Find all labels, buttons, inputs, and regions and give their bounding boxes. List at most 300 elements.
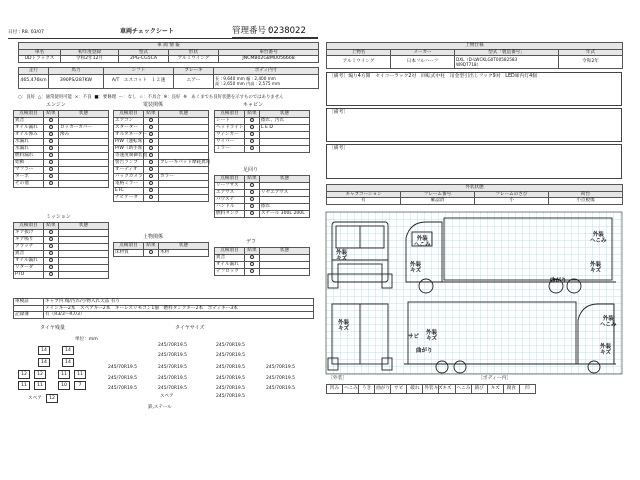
check-state — [159, 166, 209, 173]
eq-maker: 日本フルハーフ — [391, 56, 455, 69]
check-row — [14, 271, 109, 278]
check-item: 水漏れ — [14, 145, 44, 152]
result-circle-icon — [49, 251, 54, 256]
check-item: ギア鳴り — [14, 236, 44, 243]
eq-serial-2: W9DT718） — [456, 62, 481, 67]
tire-size-spare-label: スペア — [160, 394, 174, 399]
damage-rear-c: 外装 キズ — [338, 320, 350, 332]
check-result — [44, 117, 59, 124]
check-result — [44, 173, 59, 180]
check-item: 始動 — [14, 159, 44, 166]
check-result — [44, 180, 59, 187]
check-item: ミラー — [215, 145, 245, 152]
engine-h-result: 結果 — [44, 111, 59, 118]
tire-size-r5c: 245/70R19.5 — [216, 386, 245, 391]
tire-size-r5d: 245/70R19.5 — [266, 386, 295, 391]
result-circle-icon — [49, 132, 54, 137]
tire-size-r3b: 245/70R19.5 — [158, 365, 187, 370]
check-item: バックカメラ — [115, 174, 143, 180]
check-row — [114, 159, 209, 166]
def-table — [214, 247, 310, 276]
check-row — [114, 173, 209, 180]
check-item: ウィンカー — [215, 131, 245, 138]
top-spec-h-state: 状態 — [159, 243, 209, 250]
check-result — [144, 166, 159, 173]
result-circle-icon — [250, 146, 255, 151]
vi-h-body: ボディ内寸 — [214, 68, 319, 75]
check-item: 異音 — [14, 250, 44, 257]
result-circle-icon — [250, 125, 255, 130]
vi-dim-width: 幅 : 2,400 — [246, 76, 267, 81]
check-item: ワイパー — [215, 138, 245, 145]
legend-item-8: へこみ — [455, 385, 471, 394]
check-state: 擦れ、汚れ — [260, 117, 310, 124]
check-result — [44, 271, 59, 278]
result-circle-icon — [149, 118, 154, 123]
check-item: 床材質 — [114, 249, 144, 256]
check-item: ハンドル — [215, 203, 245, 210]
result-circle-icon — [250, 183, 255, 188]
cabin-h-item: 点検項目 — [215, 111, 245, 118]
check-row — [215, 145, 310, 152]
result-circle-icon — [49, 139, 54, 144]
vi-mileage: 465,476km — [19, 74, 49, 88]
tire-size-r1a: 245/70R19.5 — [158, 343, 187, 348]
tire-size-r4c: 245/70R19.5 — [216, 376, 245, 381]
check-item: ナビゲータ — [114, 194, 144, 201]
check-state — [59, 152, 109, 159]
check-result — [44, 236, 59, 243]
ext-bed: 小点板傷 — [549, 198, 623, 205]
legend-item-11: 腐食 — [503, 385, 519, 394]
check-item: エアコン — [114, 117, 144, 124]
tire-front-right-outer: 14 — [62, 346, 74, 355]
vi-chassis: JNCMB02G8MU056668 — [219, 56, 319, 63]
check-item: ターボ — [14, 173, 44, 180]
check-state — [159, 187, 209, 194]
check-item: 等速度制御装置 — [115, 153, 148, 159]
result-circle-icon — [49, 153, 54, 158]
engine-h-item: 点検項目 — [14, 111, 44, 118]
vi-h-shape: 形状 — [169, 49, 219, 56]
check-state — [260, 182, 310, 189]
check-state — [159, 138, 209, 145]
tire-size-r4a: 245/70R19.5 — [108, 376, 137, 381]
ext-h-rust: フレームのさび — [475, 191, 549, 198]
result-circle-icon — [149, 153, 154, 158]
check-state — [59, 250, 109, 257]
result-circle-icon — [49, 181, 54, 186]
legend-item-2: うき — [359, 385, 375, 394]
check-state — [59, 257, 109, 264]
check-item: オルタネーター — [115, 131, 147, 137]
electrical-table — [113, 110, 209, 202]
result-circle-icon — [250, 197, 255, 202]
legend-fault: ☆：不具合 — [139, 95, 161, 100]
legend-none: ー：なし — [118, 95, 137, 100]
vi-h-mileage: 走行 — [19, 68, 49, 75]
eq-name: アルミウイング — [327, 56, 391, 69]
check-row — [14, 243, 109, 250]
check-result — [245, 189, 260, 196]
equipment-title: 上物仕様 — [327, 43, 623, 50]
damage-rear-b: 外装 キズ — [590, 262, 602, 274]
check-state: L E D — [260, 124, 310, 131]
tire-size-r2a: 245/70R19.5 — [158, 353, 187, 358]
legend-item-10: キズ — [487, 385, 503, 394]
tire-unit: 単位：mm — [75, 337, 98, 342]
check-row — [215, 117, 310, 124]
undercarriage-title: 足回り — [243, 167, 259, 173]
result-circle-icon — [149, 139, 154, 144]
legend-disclaimer: ※ あくまでも良好状態を示すものではありません — [183, 95, 284, 100]
check-state — [260, 131, 310, 138]
check-result — [245, 117, 260, 124]
mission-h-state: 状態 — [59, 223, 109, 230]
result-circle-icon — [49, 244, 54, 249]
check-state — [159, 117, 209, 124]
check-row — [215, 196, 310, 203]
check-result — [245, 145, 260, 152]
check-row — [14, 138, 109, 145]
legend-repair: ■：要修理 — [94, 95, 117, 100]
check-item: スターター — [114, 124, 144, 131]
check-row — [14, 236, 109, 243]
vi-dim-length-unit: mm — [236, 76, 245, 81]
vi-brake: エアー — [174, 74, 214, 88]
result-circle-icon — [49, 146, 54, 151]
result-circle-icon — [49, 160, 54, 165]
vi-shift: A/T エスコット １２速 — [104, 74, 174, 88]
mission-h-result: 結果 — [44, 223, 59, 230]
check-state: リヤエアサス — [260, 189, 310, 196]
tire-rear1-c: 11 — [58, 370, 70, 379]
check-state — [260, 145, 310, 152]
check-result — [44, 145, 59, 152]
check-item: オーディオ — [114, 166, 144, 173]
tire-front-left-inner: 14 — [38, 358, 50, 367]
result-circle-icon — [250, 190, 255, 195]
tire-rear1-d: 11 — [74, 370, 86, 379]
check-state: 擦れ — [260, 203, 310, 210]
result-circle-icon — [149, 174, 154, 179]
check-item: ヘッドライト — [216, 124, 244, 130]
result-circle-icon — [49, 258, 54, 263]
damage-bend-2: 曲がり — [416, 348, 433, 354]
check-result — [44, 257, 59, 264]
legend-good: ○：良好 — [18, 95, 36, 100]
exterior-title: 外装状態 — [327, 185, 623, 192]
engine-title: エンジン — [46, 102, 66, 108]
damage-legend-label-2: ［ボディー内］ — [478, 376, 512, 381]
note-3: ［備考］ — [329, 146, 349, 151]
check-row — [14, 257, 109, 264]
check-row — [215, 268, 310, 275]
check-result — [245, 131, 260, 138]
result-circle-icon — [250, 262, 255, 267]
check-item: P/W（助手席） — [115, 146, 147, 151]
notes-text-2: メインキー2本 スペアキー2本 キーレスリモコン1個 燃料タンクキー2本 ボディキー3本 — [44, 305, 314, 312]
result-circle-icon — [250, 269, 255, 274]
def-h-item: 点検項目 — [215, 248, 245, 255]
under-h-item: 点検項目 — [215, 176, 245, 183]
check-item: リーフサス — [215, 182, 245, 189]
check-item: 燃料漏れ — [14, 152, 44, 159]
check-row — [114, 138, 209, 145]
check-result — [245, 138, 260, 145]
cabin-table — [214, 110, 310, 153]
eq-serial: DXL（D-LWCKLG0T00582583 — [456, 56, 518, 62]
tire-size-r2b: 245/70R19.5 — [216, 353, 245, 358]
check-item: 警告ランプ — [114, 159, 144, 166]
legend-item-12: 凹 — [519, 385, 535, 394]
check-state: カラー — [159, 173, 209, 180]
vehicle-info-table-2 — [18, 67, 319, 89]
check-result — [144, 124, 159, 131]
check-state: ブレーキパッド摩耗異常 — [160, 160, 211, 166]
check-result — [44, 264, 59, 271]
eq-h-maker: メーカー — [391, 49, 455, 56]
legend-usable: △：通常使用可能 — [37, 95, 72, 100]
check-row — [215, 261, 310, 268]
check-result — [245, 268, 260, 275]
check-state — [159, 145, 209, 152]
def-title: デフ — [246, 239, 257, 245]
tire-rear1-a: 12 — [18, 370, 30, 379]
vehicle-info-title: 車 両 情 報 — [19, 43, 319, 50]
check-item: 燃料タンク — [215, 210, 245, 217]
result-circle-icon — [49, 230, 54, 235]
check-state — [159, 152, 209, 159]
check-row — [215, 203, 310, 210]
check-row — [14, 180, 109, 187]
check-item: クラッチ — [14, 243, 44, 250]
result-circle-icon — [149, 195, 154, 200]
check-item: オイル滲み — [14, 131, 44, 138]
cabin-title: キャビン — [243, 102, 264, 108]
check-row — [14, 131, 109, 138]
result-circle-icon — [149, 181, 154, 186]
vi-shape: アルミウイング — [169, 56, 219, 63]
check-item: マフラー — [14, 166, 44, 173]
damage-rear-d: 外装 キズ — [426, 330, 438, 342]
check-state — [159, 131, 209, 138]
check-result — [245, 124, 260, 131]
note-box-1 — [326, 72, 622, 106]
check-state — [260, 268, 310, 275]
check-state: 滲み — [59, 131, 109, 138]
spare-tire: 12 — [46, 394, 58, 403]
sheet-date: 日付 : R8. 03/07 — [8, 30, 44, 35]
check-item: パワステ — [215, 196, 245, 203]
legend-item-0: 凹み — [327, 385, 343, 394]
check-result — [44, 243, 59, 250]
check-item: ETC — [114, 187, 144, 194]
check-state — [59, 271, 109, 278]
cabin-h-result: 結果 — [245, 111, 260, 118]
check-row — [215, 254, 310, 261]
check-state — [59, 229, 109, 236]
truck-diagram — [326, 212, 622, 374]
check-result — [245, 203, 260, 210]
check-row — [114, 124, 209, 131]
electrical-h-result: 結果 — [144, 111, 159, 118]
tire-size-r3c: 245/70R19.5 — [216, 365, 245, 370]
tire-remaining-title: タイヤ残量 — [40, 325, 65, 331]
vi-h-model: 型式 — [119, 49, 169, 56]
notes-label-3: 有（R3/3〜R7/3） — [44, 312, 314, 319]
legend-item-7: キズ — [439, 385, 455, 394]
check-item: ギア抜け — [14, 229, 44, 236]
vi-model: 2PG-CG5CA — [119, 56, 169, 63]
check-result — [44, 229, 59, 236]
check-result — [144, 117, 159, 124]
check-state: ロッカーカバー — [59, 124, 109, 131]
vi-h-reg: 初年度登録 — [61, 49, 119, 56]
check-result — [44, 166, 59, 173]
def-h-result: 結果 — [245, 248, 260, 255]
check-item: エアサス — [215, 189, 245, 196]
ext-frame: 確認済 — [401, 198, 475, 205]
tire-rear2-b: 11 — [34, 381, 46, 390]
check-result — [245, 254, 260, 261]
eq-year: 令和2年 — [559, 56, 623, 69]
vi-power: 390PS/287KW — [49, 74, 104, 88]
check-state — [59, 159, 109, 166]
check-row — [215, 210, 310, 217]
def-h-state: 状態 — [260, 248, 310, 255]
mission-h-item: 点検項目 — [14, 223, 44, 230]
check-row — [114, 249, 209, 256]
vi-dim-height: 高 : 2,650 — [215, 81, 236, 86]
ext-caution: 有 — [327, 198, 401, 205]
damage-bend: 曲がり — [550, 278, 567, 284]
under-h-state: 状態 — [260, 176, 310, 183]
result-circle-icon — [149, 188, 154, 193]
check-result — [144, 180, 159, 187]
tire-size-title: タイヤサイズ — [175, 325, 205, 331]
check-row — [114, 194, 209, 201]
tire-rear2-a: 11 — [18, 381, 30, 390]
check-result — [144, 159, 159, 166]
check-state — [159, 194, 209, 201]
check-state — [59, 243, 109, 250]
tire-rear2-d: 7 — [74, 381, 86, 390]
vi-dim-inner-height: 内高 : 2,575 mm — [246, 81, 281, 86]
result-circle-icon — [149, 132, 154, 137]
check-state — [59, 117, 109, 124]
wheel-label: 鉄,ステール — [148, 405, 172, 410]
ext-h-caution: キャブコーション — [327, 191, 401, 198]
damage-rear-e: 外装 へこみ — [600, 316, 617, 328]
vi-name: UDトラックス — [19, 56, 61, 63]
note-box-2 — [326, 108, 622, 142]
check-state — [59, 166, 109, 173]
vi-h-brake: ブレーキ — [174, 68, 214, 75]
vi-h-power: 馬力 — [49, 68, 104, 75]
result-circle-icon — [250, 139, 255, 144]
top-spec-h-result: 結果 — [144, 243, 159, 250]
check-state — [260, 261, 310, 268]
tire-size-r1b: 245/70R19.5 — [216, 343, 245, 348]
check-result — [144, 194, 159, 201]
tire-front-right-inner: 14 — [62, 358, 74, 367]
result-circle-icon — [149, 160, 154, 165]
tire-rear1-b: 12 — [34, 370, 46, 379]
check-result — [44, 250, 59, 257]
check-item: デフロック — [215, 268, 245, 275]
tire-size-r3a: 245/70R19.5 — [108, 365, 137, 370]
check-result — [245, 261, 260, 268]
check-row — [14, 173, 109, 180]
notes-text-1: キャブ内 傷/汚れ/小物入れ欠品 有り — [44, 299, 314, 306]
check-item: シート — [215, 117, 245, 124]
legend-item-6: 外装キズ — [423, 385, 439, 394]
check-state: スチール 300L 200L — [260, 210, 310, 217]
check-item: その他 — [14, 180, 44, 187]
check-state — [260, 138, 310, 145]
top-spec-h-item: 点検項目 — [114, 243, 144, 250]
check-result — [44, 131, 59, 138]
result-circle-icon — [149, 250, 154, 255]
check-state — [159, 124, 209, 131]
check-row — [215, 131, 310, 138]
check-row — [114, 187, 209, 194]
check-state — [159, 180, 209, 187]
check-item: 電格ミラー — [114, 180, 144, 187]
result-circle-icon — [49, 174, 54, 179]
engine-h-state: 状態 — [59, 111, 109, 118]
ext-rust: 小 — [475, 198, 549, 205]
vi-h-name: 車名 — [19, 49, 61, 56]
header-rule — [8, 38, 318, 39]
electrical-h-item: 点検項目 — [114, 111, 144, 118]
check-row — [215, 182, 310, 189]
top-spec-title: 上物関係 — [143, 234, 164, 240]
ext-h-bed: 荷台 — [549, 191, 623, 198]
check-result — [144, 249, 159, 256]
tire-size-spare: 245/70R19.5 — [216, 394, 245, 399]
note-box-3 — [326, 144, 622, 179]
result-circle-icon — [250, 118, 255, 123]
tire-size-r4d: 245/70R19.5 — [266, 376, 295, 381]
check-row — [14, 264, 109, 271]
damage-rear-a: 外装 へこみ — [590, 232, 607, 244]
result-circle-icon — [250, 211, 255, 216]
tire-size-r5b: 245/70R19.5 — [158, 386, 187, 391]
check-result — [144, 173, 159, 180]
vehicle-info-table — [18, 42, 319, 63]
legend-item-1: へこみ — [343, 385, 359, 394]
check-row — [114, 145, 209, 152]
eq-h-year: 年式 — [559, 49, 623, 56]
check-row — [114, 180, 209, 187]
vi-h-shift: シフト — [104, 68, 174, 75]
check-state — [59, 180, 109, 187]
eq-h-serial: 型式「製造番号」 — [455, 49, 559, 56]
result-circle-icon — [49, 125, 54, 130]
check-result — [245, 196, 260, 203]
vi-dim-height-unit: mm — [236, 81, 245, 86]
result-circle-icon — [149, 146, 154, 151]
result-circle-icon — [49, 167, 54, 172]
top-spec-table — [113, 242, 209, 257]
legend-ok: ※：良好 — [163, 95, 181, 100]
check-state: 木材 — [159, 249, 209, 256]
check-result — [44, 124, 59, 131]
check-result — [245, 182, 260, 189]
damage-cab-front: 外装 キズ — [336, 250, 348, 262]
